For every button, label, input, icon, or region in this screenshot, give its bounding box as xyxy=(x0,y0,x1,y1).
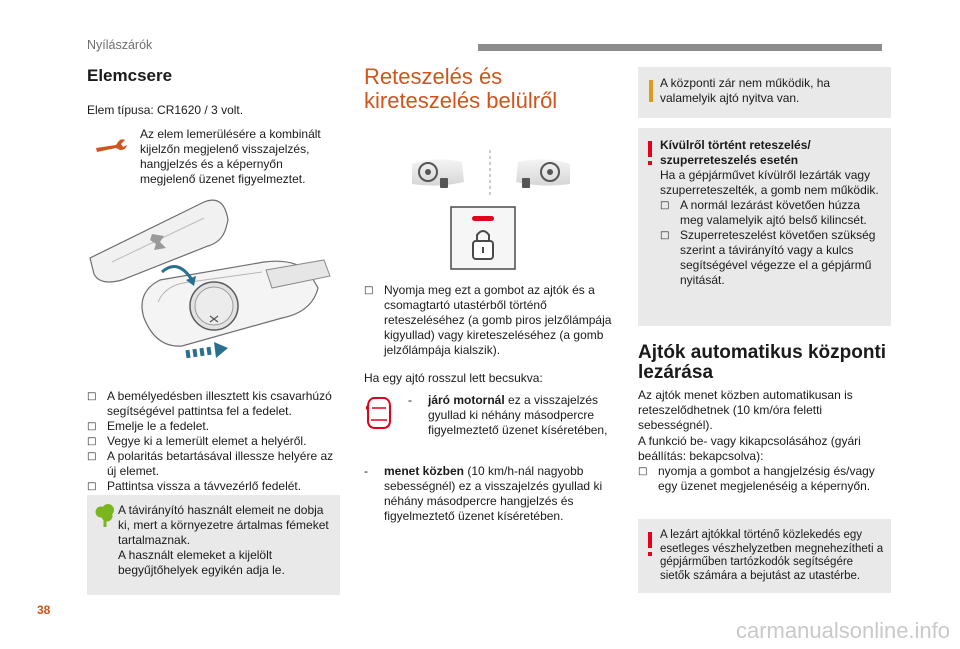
list-item: □ Szuperreteszelést követően szükség szerint a távirányító vagy a kulcs segítségével végezze el a gépjármű nyitását. xyxy=(660,228,876,287)
remote-key-battery-illustration xyxy=(86,196,340,368)
battery-title: Elemcsere xyxy=(87,66,173,85)
auto-lock-step: □ nyomja a gombot a hangjelzésig és/vagy egy üzenet megjelenéséig a képernyőn. xyxy=(638,464,888,494)
warning-icon xyxy=(648,141,652,157)
header-rule xyxy=(478,44,882,51)
moving-label: menet közben xyxy=(384,464,465,478)
auto-lock-description: Az ajtók menet közben automatikusan is reteszelődhetnek (10 km/óra feletti sebességnél). xyxy=(638,388,853,432)
locking-step: □ Nyomja meg ezt a gombot az ajtók és a csomagtartó utastérből történő reteszeléséhez (a gomb piros jelzőlámpája kigyullad) vagy kireteszeléséhez (a gomb jelzőlámpája kialszik). xyxy=(364,283,614,358)
section-header: Nyílászárók xyxy=(87,38,153,52)
warning-icon-dot xyxy=(648,161,652,165)
info-icon xyxy=(649,80,653,102)
list-item: □ Vegye ki a lemerült elemet a helyéről. xyxy=(87,434,307,448)
locking-title-line2: kireteszelés belülről xyxy=(364,88,558,113)
locking-step-text: Nyomja meg ezt a gombot az ajtók és a csomagtartó utastérből történő reteszeléséhez (a gomb piros jelzőlámpája kigyullad) vagy kireteszeléséhez (a gomb jelzőlámpája kialszik). xyxy=(384,283,612,357)
list-item: □ Emelje le a fedelet. xyxy=(87,419,210,433)
battery-type: Elem típusa: CR1620 / 3 volt. xyxy=(87,103,244,117)
car-door-warning-icon xyxy=(366,396,392,430)
lock-warning-title: Kívülről történt reteszelés/ szuperreteszelés esetén xyxy=(660,138,811,167)
door-open-intro: Ha egy ajtó rosszul lett becsukva: xyxy=(364,371,543,385)
auto-lock-toggle-intro: A funkció be- vagy kikapcsolásához (gyári beállítás: bekapcsolva): xyxy=(638,434,861,463)
engine-running-label: járó motornál xyxy=(428,393,505,407)
battery-warning-text: Az elem lemerülésére a kombinált kijelzőn megjelenő visszajelzés, hangjelzés és a képernyőn megjelenő üzenet figyelmeztet. xyxy=(140,127,321,186)
info-note-text: A központi zár nem működik, ha valamelyik ajtó nyitva van. xyxy=(660,76,831,105)
final-warning-icon xyxy=(648,532,652,548)
list-item: □ A normál lezárást követően húzza meg valamelyik ajtó belső kilincsét. xyxy=(660,198,867,227)
lock-button-illustration xyxy=(404,148,576,274)
lock-warning-body: Ha a gépjárművet kívülről lezárták vagy szuperreteszelték, a gomb nem működik. xyxy=(660,168,879,197)
engine-running-text: ez a visszajelzés gyullad ki néhány másodpercre figyelmeztető üzenet kíséretében, xyxy=(428,393,608,437)
auto-lock-step-text: nyomja a gombot a hangjelzésig és/vagy egy üzenet megjelenéséig a képernyőn. xyxy=(658,464,875,493)
auto-lock-title-line1: Ajtók automatikus központi xyxy=(638,342,887,363)
eco-note-text: A távirányító használt elemeit ne dobja ki, mert a környezetre ártalmas fémeket tartalmaznak. A használt elemeket a kijelölt begyűjtőhelyek egyikén adja le. xyxy=(118,503,329,577)
lock-warning-steps xyxy=(660,198,884,288)
page-number: 38 xyxy=(37,603,51,617)
wrench-icon xyxy=(94,136,128,156)
engine-running-item: - járó motornál ez a visszajelzés gyullad ki néhány másodpercre figyelmeztető üzenet kíséretében, xyxy=(408,393,608,437)
watermark: carmanualsonline.info xyxy=(736,618,951,643)
final-warning-icon-dot xyxy=(648,552,652,556)
list-item: □ Pattintsa vissza a távvezérlő fedelét. xyxy=(87,479,302,493)
list-item: □ A polaritás betartásával illessze helyére az új elemet. xyxy=(87,449,334,478)
auto-lock-title xyxy=(638,343,898,383)
moving-text: (10 km/h-nál nagyobb sebességnél) ez a visszajelzés gyullad ki néhány másodpercre hangjelzés és figyelmeztető üzenet kíséretében. xyxy=(384,464,603,523)
moving-item: - menet közben (10 km/h-nál nagyobb sebességnél) ez a visszajelzés gyullad ki néhány másodpercre hangjelzés és figyelmeztető üzenet kíséretében. xyxy=(364,464,603,523)
list-item: □ A bemélyedésben illesztett kis csavarhúzó segítségével pattintsa fel a fedelet. xyxy=(87,389,332,418)
eco-tree-icon xyxy=(95,504,115,528)
auto-lock-title-line2: lezárása xyxy=(638,362,714,383)
final-warning-text: A lezárt ajtókkal történő közlekedés egy esetleges vészhelyzetben megnehezítheti a gépjárműben tartózkodók segítségére sietők számára a bejutást az utastérbe. xyxy=(660,529,884,582)
locking-title xyxy=(364,65,557,113)
locking-title-line1: Reteszelés és xyxy=(364,64,503,89)
battery-steps xyxy=(87,389,339,494)
